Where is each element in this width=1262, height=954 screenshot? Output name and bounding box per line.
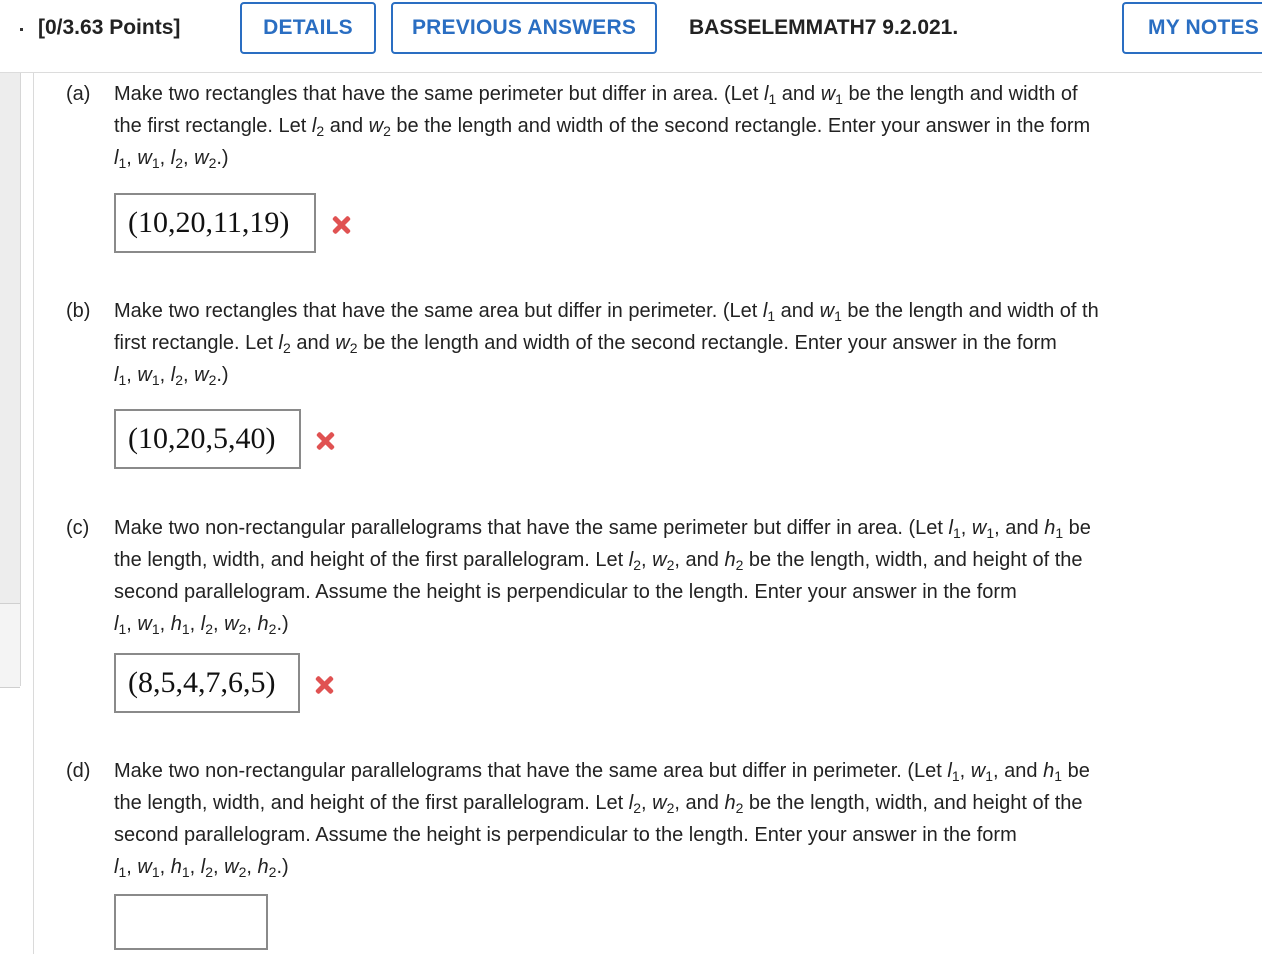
my-notes-button[interactable]: MY NOTES <box>1122 2 1262 54</box>
incorrect-icon <box>330 214 352 236</box>
details-button[interactable]: DETAILS <box>240 2 376 54</box>
question-header <box>0 0 1262 73</box>
incorrect-icon <box>313 674 335 696</box>
part-c-answer-field[interactable]: (8,5,4,7,6,5) <box>114 653 300 713</box>
part-d-label: (d) <box>66 760 91 782</box>
left-panel-section <box>0 603 20 688</box>
part-d-answer-field[interactable] <box>114 894 268 950</box>
part-a-answer-field[interactable]: (10,20,11,19) <box>114 193 316 253</box>
part-a-text: Make two rectangles that have the same perimeter but differ in area. (Let $l_1$ and $w_1$ be the length and width of the first rectangle. Let $l_2$ and $w_2$ be the length and width of the second rectangle. Enter your answer in the form $l_1$, $w_1$, $l_2$, $w_2$.) <box>114 83 1091 171</box>
part-b-answer-field[interactable]: (10,20,5,40) <box>114 409 301 469</box>
part-a-label: (a) <box>66 83 91 105</box>
part-c-text: Make two non-rectangular parallelograms that have the same perimeter but differ in area. (Let $l_1$, $w_1$, and $h_1$ be the length, width, and height of the first parallelogram. Let $l_2$, $w_2$, and $h_2$ be the length, width, and height of the second parallelogram. Assume the height is perpendicular to the length. Enter your answer in the form $l_1$, $w_1$, $h_1$, $l_2$, $w_2$, $h_2$.) <box>114 517 1091 637</box>
question-code: BASSELEMMATH7 9.2.021. <box>689 16 959 39</box>
part-b-text: Make two rectangles that have the same area but differ in perimeter. (Let $l_1$ and $w_1$ be the length and width of th first rectangle. Let $l_2$ and $w_2$ be the length and width of the second rectangle. Enter your answer in the form $l_1$, $w_1$, $l_2$, $w_2$.) <box>114 300 1099 388</box>
left-panel <box>0 0 21 686</box>
part-d-text: Make two non-rectangular parallelograms that have the same area but differ in perimeter. (Let $l_1$, $w_1$, and $h_1$ be the length, width, and height of the first parallelogram. Let $l_2$, $w_2$, and $h_2$ be the length, width, and height of the second parallelogram. Assume the height is perpendicular to the length. Enter your answer in the form $l_1$, $w_1$, $h_1$, $l_2$, $w_2$, $h_2$.) <box>114 760 1090 880</box>
part-c-label: (c) <box>66 517 90 539</box>
content-border <box>33 72 34 954</box>
points-label: [0/3.63 Points] <box>38 16 181 39</box>
bullet-icon <box>20 28 23 31</box>
previous-answers-button[interactable]: PREVIOUS ANSWERS <box>391 2 657 54</box>
part-b-label: (b) <box>66 300 91 322</box>
incorrect-icon <box>314 430 336 452</box>
